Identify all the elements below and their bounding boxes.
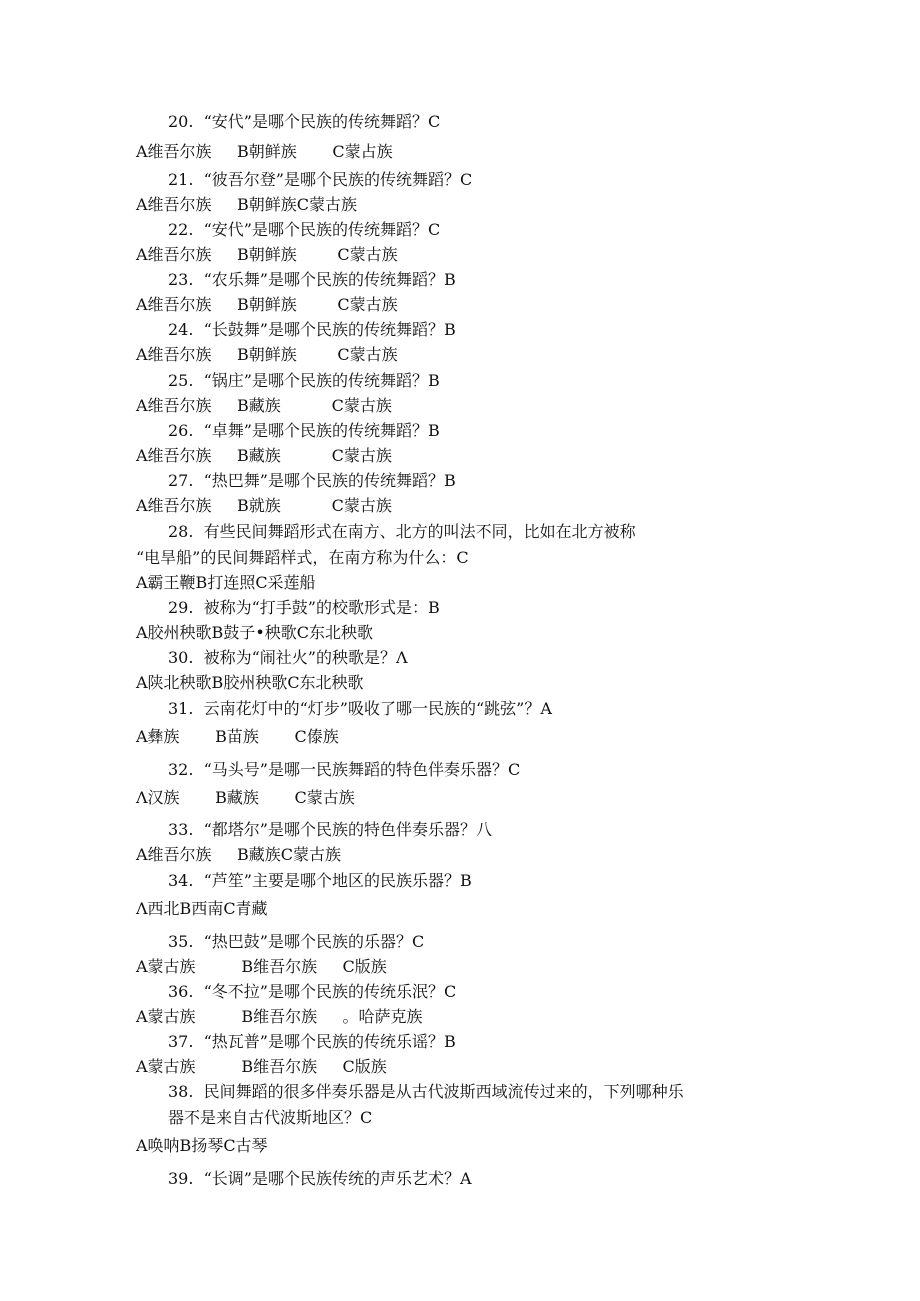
question-20: 20. “安代”是哪个民族的传统舞蹈？C	[168, 112, 441, 131]
question-33: 33. “都塔尔”是哪个民族的特色伴奏乐器？八	[168, 820, 492, 839]
options-33: A维吾尔族 B藏族C蒙古族	[136, 845, 341, 864]
options-38: A唤呐B扬琴C古琴	[136, 1136, 268, 1155]
question-27: 27. “热巴舞”是哪个民族的传统舞蹈？B	[168, 471, 456, 490]
options-21: A维吾尔族 B朝鲜族C蒙古族	[136, 195, 357, 214]
question-28-continued: “电旱船”的民间舞蹈样式，在南方称为什么：C	[136, 548, 469, 567]
question-30: 30. 被称为“闹社火”的秧歌是？Λ	[168, 648, 408, 667]
options-32: Λ汉族 B藏族 C蒙古族	[136, 788, 355, 807]
options-37: A蒙古族 B维吾尔族 C版族	[136, 1057, 387, 1076]
options-24: A维吾尔族 B朝鲜族 C蒙古族	[136, 345, 398, 364]
question-34: 34. “芦笙”主要是哪个地区的民族乐器？B	[168, 871, 472, 890]
question-39: 39. “长调”是哪个民族传统的声乐艺术？A	[168, 1169, 472, 1188]
options-31: A彝族 B苗族 C傣族	[136, 727, 339, 746]
options-20: A维吾尔族 B朝鲜族 C蒙占族	[136, 142, 393, 161]
question-21: 21. “彼吾尔登”是哪个民族的传统舞蹈？C	[168, 170, 473, 189]
question-24: 24. “长鼓舞”是哪个民族的传统舞蹈？B	[168, 320, 456, 339]
options-29: A胶州秧歌B鼓子•秧歌C东北秧歌	[136, 623, 373, 642]
question-25: 25. “锅庄”是哪个民族的传统舞蹈？B	[168, 371, 440, 390]
question-37: 37. “热瓦普”是哪个民族的传统乐谣？B	[168, 1032, 456, 1051]
question-36: 36. “冬不拉”是哪个民族的传统乐泯？C	[168, 982, 457, 1001]
question-26: 26. “卓舞”是哪个民族的传统舞蹈？B	[168, 421, 440, 440]
question-22: 22. “安代”是哪个民族的传统舞蹈？C	[168, 220, 441, 239]
options-23: A维吾尔族 B朝鲜族 C蒙古族	[136, 295, 398, 314]
options-36: A蒙古族 B维吾尔族 。哈萨克族	[136, 1007, 423, 1026]
question-28: 28. 有些民间舞蹈形式在南方、北方的叫法不同，比如在北方被称	[168, 522, 636, 541]
question-35: 35. “热巴鼓”是哪个民族的乐器？C	[168, 932, 425, 951]
options-30: A陕北秧歌B胶州秧歌C东北秧歌	[136, 673, 364, 692]
options-27: A维吾尔族 B就族 C蒙古族	[136, 496, 392, 515]
options-26: A维吾尔族 B藏族 C蒙古族	[136, 446, 392, 465]
question-23: 23. “农乐舞”是哪个民族的传统舞蹈？B	[168, 270, 456, 289]
options-34: Λ西北B西南C青藏	[136, 899, 268, 918]
question-29: 29. 被称为“打手鼓”的校歌形式是：B	[168, 598, 440, 617]
question-38: 38. 民间舞蹈的很多伴奏乐器是从古代波斯西域流传过来的，下列哪种乐	[168, 1082, 684, 1101]
question-31: 31. 云南花灯中的“灯步”吸收了哪一民族的“跳弦”？A	[168, 699, 552, 718]
question-38-continued: 器不是来自古代波斯地区？C	[168, 1108, 373, 1127]
options-28: A霸王鞭B打连照C采莲船	[136, 573, 316, 592]
options-35: A蒙古族 B维吾尔族 C版族	[136, 957, 387, 976]
question-32: 32. “马头号”是哪一民族舞蹈的特色伴奏乐器？C	[168, 760, 521, 779]
options-22: A维吾尔族 B朝鲜族 C蒙古族	[136, 245, 398, 264]
options-25: A维吾尔族 B藏族 C蒙古族	[136, 396, 392, 415]
